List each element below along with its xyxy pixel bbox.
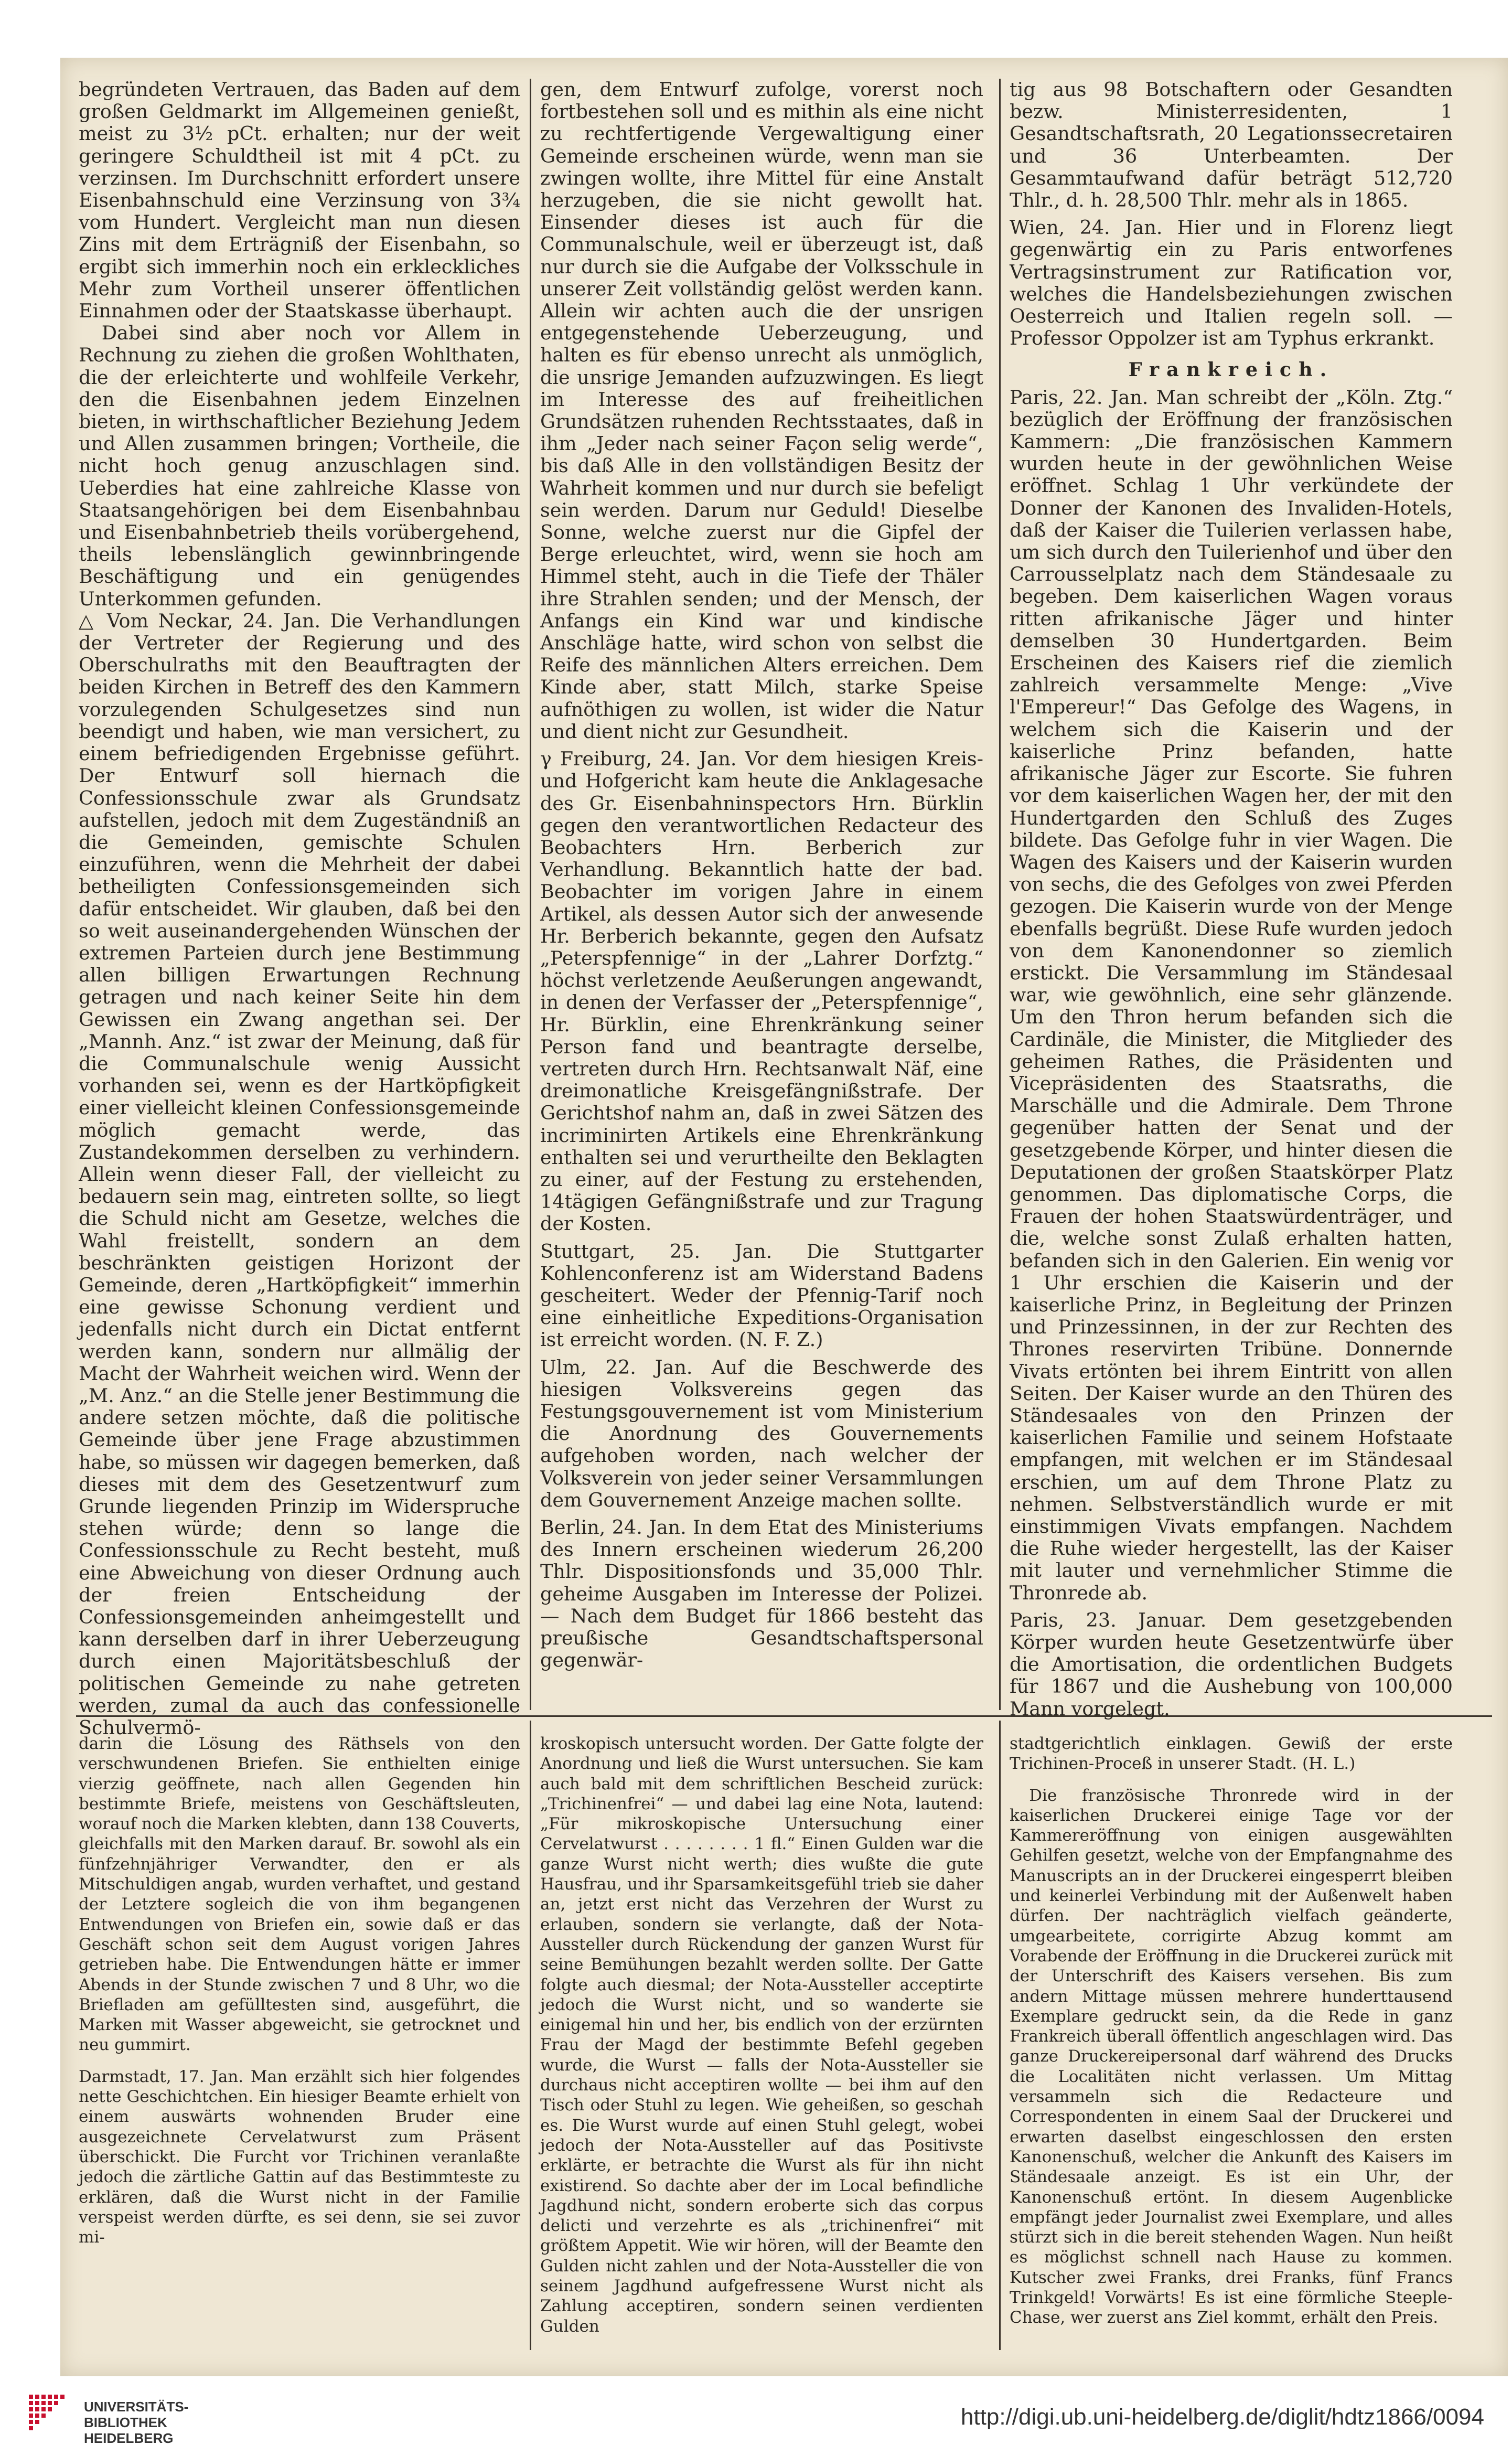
article-darmstadt: Darmstadt, 17. Jan. Man erzählt sich hier folgendes nette Geschichtchen. Ein hiesiger Beamte erhielt von einem auswärts wohnenden Bruder eine ausgezeichnete Cervelatwurst zum Präsent überschickt. Die Furcht vor Trichinen veranlaßte jedoch die zärtliche Gattin auf das Bestimmteste zu erklären, daß die Wurst nicht in der Familie verspeist werden dürfte, es sei denn, sie sei zuvor mi-	[79, 2067, 520, 2247]
feuilleton-column-2	[540, 1734, 983, 2347]
column-rule	[530, 1721, 531, 2350]
article-freiburg: γ Freiburg, 24. Jan. Vor dem hiesigen Kreis- und Hofgericht kam heute die Anklagesache des Gr. Eisenbahninspectors Hrn. Bürklin gegen den verantwortlichen Redacteur des Beobachters Hrn. Berberich zur Verhandlung. Bekanntlich hatte der bad. Beobachter im vorigen Jahre in einem Artikel, als dessen Autor sich der anwesende Hr. Berberich bekannte, gegen den Aufsatz „Peterspfennige“ in der „Lahrer Dorfztg.“ höchst verletzende Aeußerungen angewandt, in denen der Verfasser der „Peterspfennige“, Hr. Bürklin, eine Ehrenkränkung seiner Person fand und beantragte derselbe, vertreten durch Hrn. Rechtsanwalt Näf, eine dreimonatliche Kreisgefängnißstrafe. Der Gerichtshof nahm an, daß in zwei Sätzen des incriminirten Artikels eine Ehrenkränkung enthalten sei und verurtheilte den Beklagten zu einer, auf der Festung zu erstehenden, 14tägigen Gefängnißstrafe und zur Tragung der Kosten.	[540, 748, 983, 1235]
column-rule	[530, 79, 531, 1710]
paragraph: kroskopisch untersucht worden. Der Gatte folgte der Anordnung und ließ die Wurst untersuchen. Sie kam auch bald mit dem schriftlichen Bescheid zurück: „Trichinenfrei“ — und dabei lag eine Nota, lautend: „Für mikroskopische Untersuchung einer Cervelatwurst . . . . . . . . 1 fl.“ Einen Gulden war die ganze Wurst nicht werth; dies wußte die gute Hausfrau, und ihr Sparsamkeitsgefühl trieb sie daher an, jetzt erst nicht das Verzehren der Wurst zu erlauben, sondern sie verlangte, daß der Nota-Aussteller durch Rückendung der ganzen Wurst für seine Bemühungen bezahlt werden sollte. Der Gatte folgte auch diesmal; der Nota-Aussteller acceptirte jedoch die Wurst nicht, und so wanderte sie einigemal hin und her, bis endlich von der erzürnten Frau der Magd der bestimmte Befehl gegeben wurde, die Wurst — falls der Nota-Aussteller sie durchaus nicht acceptiren wollte — bei ihm auf den Tisch oder Stuhl zu legen. Wie geheißen, so geschah es. Die Wurst wurde auf einen Stuhl gelegt, wobei jedoch der Nota-Aussteller auf das Positivste erklärte, er betrachte die Wurst als für ihn nicht existirend. So dachte aber der im Local befindliche Jagdhund nicht, sondern eroberte sich das corpus delicti und verzehrte es als „trichinenfrei“ mit größtem Appetit. Wie wir hören, will der Beamte den Gulden nicht zahlen und der Nota-Aussteller die von seinem Jagdhund aufgefressene Wurst nicht als Zahlung acceptiren, sondern seinen verdienten Gulden	[540, 1734, 983, 2336]
article-paris-22: Paris, 22. Jan. Man schreibt der „Köln. Ztg.“ bezüglich der Eröffnung der französischen Kammern: „Die französischen Kammern wurden heute in der gewöhnlichen Weise eröffnet. Schlag 1 Uhr verkündete der Donner der Kanonen des Invaliden-Hotels, daß der Kaiser die Tuilerien verlassen habe, um sich durch den Tuilerienhof und über den Carrousselplatz nach dem Ständesaale zu begeben. Dem kaiserlichen Wagen voraus ritten afrikanische Jäger und hinter demselben 30 Hundertgarden. Beim Erscheinen des Kaisers rief die ziemlich zahlreich versammelte Menge: „Vive l'Empereur!“ Das Gefolge des Wagens, in welchem sich die Kaiserin und der kaiserliche Prinz befanden, hatte afrikanische Jäger zur Escorte. Sie fuhren vor dem kaiserlichen Wagen her, der mit den Hundertgarden den Schluß des Zuges bildete. Das Gefolge fuhr in vier Wagen. Die Wagen des Kaisers und der Kaiserin wurden von sechs, die des Gefolges von zwei Pferden gezogen. Die Kaiserin wurde von der Menge ebenfalls begrüßt. Diese Rufe wurden jedoch von dem Kanonendonner so ziemlich erstickt. Die Versammlung im Ständesaal war, wie gewöhnlich, eine sehr glänzende. Um den Thron herum befanden sich die Cardinäle, die Minister, die Mitglieder des geheimen Rathes, die Präsidenten und Vicepräsidenten des Staatsraths, die Marschälle und die Admirale. Dem Throne gegenüber hatten der Senat und der gesetzgebende Körper, und hinter diesen die Deputationen der großen Staatskörper Platz genommen. Das diplomatische Corps, die Frauen der hohen Staatswürdenträger, und die, welche sonst Zulaß erhalten hatten, befanden sich in den Galerien. Ein wenig vor 1 Uhr erschien die Kaiserin und der kaiserliche Prinz, in Begleitung der Prinzen und Prinzessinnen, in der zur Rechten des Thrones reservirten Tribüne. Donnernde Vivats ertönten bei ihrem Eintritt von allen Seiten. Der Kaiser wurde an den Thüren des Ständesaales von den Prinzen der kaiserlichen Familie und seinem Hofstaate empfangen, mit welchen er im Ständesaal erschien, um auf dem Throne Platz zu nehmen. Selbstverständlich wurde er mit einstimmigen Vivats empfangen. Nachdem die Ruhe wieder hergestellt, las der Kaiser mit lauter und vernehmlicher Stimme die Thronrede ab.	[1010, 386, 1453, 1604]
section-heading-frankreich: Frankreich.	[1128, 358, 1334, 381]
paragraph: begründeten Vertrauen, das Baden auf dem großen Geldmarkt im Allgemeinen genießt, meist zu 3½ pCt. erhalten; nur der weit geringere Schuldtheil ist mit 4 pCt. zu verzinsen. Im Durchschnitt erfordert unsere Eisenbahnschuld eine Verzinsung von 3¾ vom Hundert. Vergleicht man nun diesen Zins mit dem Erträgniß der Eisenbahn, so ergibt sich immerhin noch ein erkleckliches Mehr zum Vortheil unserer öffentlichen Einnahmen oder der Staatskasse überhaupt.	[79, 78, 520, 323]
library-name-line: UNIVERSITÄTS-	[84, 2399, 189, 2415]
paragraph: darin die Lösung des Räthsels von den verschwundenen Briefen. Sie enthielten einige vierzig geöffnete, nach allen Gegenden hin bestimmte Briefe, meistens von Geschäftsleuten, worauf noch die Marken klebten, dann 138 Couverts, gleichfalls mit den Marken darauf. Br. sowohl als ein fünfzehnjähriger Verwandter, den er als Mitschuldigen angab, wurden verhaftet, und gestand der Letztere sogleich die von ihm begangenen Entwendungen von Briefen ein, sowie daß er das Geschäft schon seit dem August vorigen Jahres getrieben habe. Die Entwendungen hätte er immer Abends in der Stunde zwischen 7 und 8 Uhr, wo die Briefladen am gefülltesten sind, ausgeführt, die Marken mit Wasser abgeweicht, sie getrocknet und neu gummirt.	[79, 1734, 520, 2055]
article-neckar: △ Vom Neckar, 24. Jan. Die Verhandlungen der Vertreter der Regierung und des Oberschulraths mit den Beauftragten der beiden Kirchen in Betreff des den Kammern vorzulegenden Schulgesetzes sind nun beendigt und haben, wie man versichert, zu einem befriedigenden Ergebnisse geführt. Der Entwurf soll hiernach die Confessionsschule zwar als Grundsatz aufstellen, jedoch mit dem Zugeständniß an die Gemeinden, gemischte Schulen einzuführen, wenn die Mehrheit der dabei betheiligten Confessionsgemeinden sich dafür entscheidet. Wir glauben, daß bei den so weit auseinandergehenden Wünschen der extremen Parteien durch jene Bestimmung allen billigen Erwartungen Rechnung getragen und nach keiner Seite hin dem Gewissen ein Zwang angethan sei. Der „Mannh. Anz.“ ist zwar der Meinung, daß für die Communalschule wenig Aussicht vorhanden sei, wenn es der Hartköpfigkeit einer vielleicht kleinen Confessionsgemeinde möglich gemacht werde, das Zustandekommen derselben zu verhindern. Allein wenn dieser Fall, der vielleicht zu bedauern sein mag, eintreten sollte, so liegt die Schuld nicht am Gesetze, welches die Wahl freistellt, sondern an dem beschränkten geistigen Horizont der Gemeinde, deren „Hartköpfigkeit“ immerhin eine gewisse Schonung verdient und jedenfalls nicht durch ein Dictat entfernt werden kann, sondern nur allmälig der Macht der Wahrheit weichen wird. Wenn der „M. Anz.“ an die Stelle jener Bestimmung die andere setzen möchte, daß die politische Gemeinde über jene Frage abzustimmen habe, so müssen wir dagegen bemerken, daß dieses mit dem des Gesetzentwurf zum Grunde liegenden Prinzip im Widerspruche stehen würde; denn so lange die Confessionsschule zu Recht besteht, muß eine Abweichung von dieser Ordnung auch der freien Entscheidung der Confessionsgemeinden anheimgestellt und kann derselben darf in ihrer Ueberzeugung durch einen Majoritätsbeschluß der politischen Gemeinde zu nahe getreten werden, zumal da auch das confessionelle Schulvermö-	[79, 609, 520, 1739]
article-column-3	[1010, 78, 1453, 1720]
column-rule	[999, 1721, 1001, 2350]
feuilleton-column-3	[1010, 1734, 1453, 2347]
feuilleton-column-1	[79, 1734, 520, 2347]
article-berlin: Berlin, 24. Jan. In dem Etat des Ministeriums des Innern erscheinen wiederum 26,200 Thlr. Dispositionsfonds und 35,000 Thlr. geheime Ausgaben im Interesse der Polizei. — Nach dem Budget für 1866 besteht das preußische Gesandtschaftspersonal gegenwär-	[540, 1516, 983, 1672]
paragraph: tig aus 98 Botschaftern oder Gesandten bezw. Ministerresidenten, 1 Gesandtschaftsrath, 20 Legationssecretairen und 36 Unterbeamten. Der Gesammtaufwand dafür beträgt 512,720 Thlr., d. h. 28,500 Thlr. mehr als in 1865.	[1010, 78, 1453, 212]
column-rule	[999, 79, 1001, 1710]
footer-bar	[0, 2384, 1512, 2456]
paragraph: Dabei sind aber noch vor Allem in Rechnung zu ziehen die großen Wohlthaten, die der erleichterte und wohlfeile Verkehr, den die Eisenbahnen jedem Einzelnen bieten, in wirthschaftlicher Beziehung Jedem und Allen zusammen bringen; Vortheile, die nicht hoch genug anzuschlagen sind. Ueberdies hat eine zahlreiche Klasse von Staatsangehörigen bei dem Eisenbahnbau und Eisenbahnbetrieb theils vorübergehend, theils lebenslänglich gewinnbringende Beschäftigung und ein genügendes Unterkommen gefunden.	[79, 322, 520, 610]
article-column-2	[540, 79, 983, 1700]
library-name	[84, 2399, 188, 2446]
article-thronrede: Die französische Thronrede wird in der kaiserlichen Druckerei einige Tage vor der Kammereröffnung von einigen ausgewählten Gehilfen gesetzt, welche von der Empfangnahme des Manuscripts an in der Druckerei eingesperrt bleiben und keinerlei Verbindung mit der Außenwelt haben dürfen. Der nachträglich vielfach geänderte, umgearbeitete, corrigirte Abzug kommt am Vorabende der Eröffnung in die Druckerei zurück mit der Unterschrift des Kaisers versehen. Bis zum andern Mittage müssen mehrere hunderttausend Exemplare gedruckt sein, da die Rede in ganz Frankreich überall öffentlich angeschlagen wird. Das ganze Druckereipersonal darf während des Drucks die Localitäten nicht verlassen. Um Mittag versammeln sich die Redacteure und Correspondenten in einem Saal der Druckerei und erwarten daselbst eingeschlossen den ersten Kanonenschuß, welcher die Ankunft des Kaisers im Ständesaale anzeigt. Es ist ein Uhr, der Kanonenschuß ertönt. In diesem Augenblicke empfängt jeder Journalist zwei Exemplare, und alles stürzt sich in die bereit stehenden Wagen. Nun heißt es möglichst schnell nach Hause zu kommen. Kutscher zwei Franks, drei Franks, fünf Francs Trinkgeld! Vorwärts! Es ist eine förmliche Steeple-Chase, wer zuerst ans Ziel kommt, erhält den Preis.	[1010, 1786, 1453, 2327]
library-name-line: BIBLIOTHEK	[84, 2415, 167, 2430]
article-column-1	[79, 78, 520, 1739]
library-name-line: HEIDELBERG	[84, 2430, 174, 2446]
article-paris-23: Paris, 23. Januar. Dem gesetzgebenden Körper wurden heute Gesetzentwürfe über die Amortisation, die ordentlichen Budgets für 1867 und die Aushebung von 100,000 Mann vorgelegt.	[1010, 1608, 1453, 1720]
paragraph: gen, dem Entwurf zufolge, vorerst noch fortbestehen soll und es mithin als eine nicht zu rechtfertigende Vergewaltigung einer Gemeinde erscheinen würde, wenn man sie zwingen wollte, ihre Mittel für eine Anstalt herzugeben, die sie nicht gewollt hat. Einsender dieses ist auch für die Communalschule, weil er überzeugt ist, daß nur durch sie die Aufgabe der Volksschule in unserer Zeit vollständig gelöst werden kann. Allein wir achten auch die der unsrigen entgegenstehende Ueberzeugung, und halten es für ebenso unrecht als unmöglich, die unsrige Jemanden aufzuzwingen. Es liegt im Interesse des auf freiheitlichen Grundsätzen ruhenden Rechtsstaates, daß in ihm „Jeder nach seiner Façon selig werde“, bis daß Alle in den vollständigen Besitz der Wahrheit kommen und nur durch sie befeligt sein werden. Darum nur Geduld! Dieselbe Sonne, welche zuerst nur die Gipfel der Berge erleuchtet, wird, wenn sie hoch am Himmel steht, auch in die Tiefe der Thäler ihre Strahlen senden; und der Mensch, der Anfangs ein Kind war und kindische Anschläge hatte, wird schon von selbst die Reife des männlichen Alters erreichen. Dem Kinde aber, statt Milch, starke Speise aufnöthigen zu wollen, ist wider die Natur und dient nicht zur Gesundheit.	[540, 78, 983, 743]
permalink-url[interactable]: http://digi.ub.uni-heidelberg.de/diglit/hdtz1866/0094	[960, 2404, 1484, 2430]
article-stuttgart: Stuttgart, 25. Jan. Die Stuttgarter Kohlenconferenz ist am Widerstand Badens gescheitert. Weder der Pfennig-Tarif noch eine einheitliche Expeditions-Organisation ist erreicht worden. (N. F. Z.)	[540, 1240, 983, 1351]
library-logo-icon	[24, 2389, 76, 2447]
article-wien: Wien, 24. Jan. Hier und in Florenz liegt gegenwärtig ein zu Paris entworfenes Vertragsinstrument zur Ratification vor, welches die Handelsbeziehungen zwischen Oesterreich und Italien regeln soll. — Professor Oppolzer ist am Typhus erkrankt.	[1010, 216, 1453, 350]
paragraph: stadtgerichtlich einklagen. Gewiß der erste Trichinen-Proceß in unserer Stadt. (H. L.)	[1010, 1734, 1453, 1774]
article-ulm: Ulm, 22. Jan. Auf die Beschwerde des hiesigen Volksvereins gegen das Festungsgouvernement ist vom Ministerium die Anordnung des Gouvernements aufgehoben worden, nach welcher der Volksverein von jeder seiner Versammlungen dem Gouvernement Anzeige machen sollte.	[540, 1355, 983, 1511]
library-logo	[24, 2389, 223, 2447]
